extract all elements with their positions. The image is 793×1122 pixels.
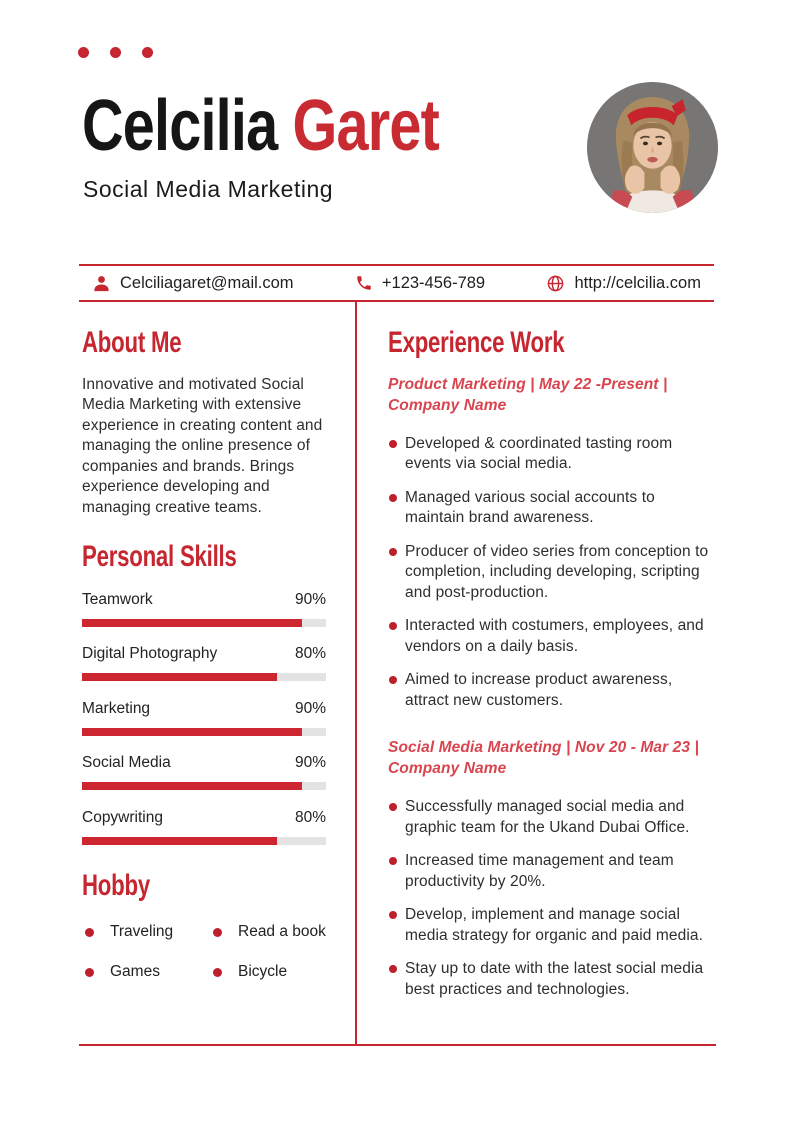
job-title: Social Media Marketing | Nov 20 - Mar 23 | Company Name	[388, 739, 699, 777]
hobby-item	[210, 923, 326, 941]
job-bullet: Aimed to increase product awareness, attract new customers.	[388, 670, 718, 711]
red-dot	[142, 47, 153, 58]
right-column	[388, 326, 718, 1013]
left-column	[82, 326, 326, 981]
bullet-dot-icon	[85, 968, 94, 977]
job-bullet: Stay up to date with the latest social media best practices and technologies.	[388, 959, 718, 1000]
skill-percent: 80%	[294, 808, 326, 826]
red-dot	[78, 47, 89, 58]
job-bullet: Managed various social accounts to maintain brand awareness.	[388, 488, 718, 529]
skills-list	[82, 591, 326, 845]
job-bullet: Interacted with costumers, employees, and vendors on a daily basis.	[388, 616, 718, 657]
skill-bar-fill	[82, 619, 302, 627]
bullet-dot-icon	[213, 928, 222, 937]
hobby-label: Bicycle	[238, 963, 288, 980]
hobby-label: Games	[110, 963, 160, 980]
hobby-list	[82, 923, 326, 981]
skill-bar-fill	[82, 782, 302, 790]
bottom-rule	[79, 1044, 716, 1046]
contact-bar	[79, 264, 714, 302]
skill-percent: 90%	[294, 699, 326, 717]
hobby-item	[82, 963, 210, 981]
job-bullet: Developed & coordinated tasting room events via social media.	[388, 434, 718, 475]
skill-percent: 90%	[294, 754, 326, 771]
hobby-item	[210, 963, 326, 981]
skill-row	[82, 645, 326, 681]
job-bullets	[388, 434, 718, 712]
person-name	[82, 86, 528, 166]
skill-bar-track	[82, 673, 326, 681]
about-heading: About Me	[82, 326, 182, 359]
hobby-label: Traveling	[110, 923, 174, 940]
job-subtitle: Social Media Marketing	[83, 176, 334, 202]
globe-icon	[546, 274, 565, 293]
contact-website	[546, 274, 701, 293]
skill-percent: 80%	[294, 645, 326, 662]
skill-row	[82, 754, 326, 790]
skill-bar-track	[82, 619, 326, 627]
decorative-dots	[78, 47, 153, 58]
jobs-list	[388, 374, 718, 1001]
skill-row	[82, 700, 326, 736]
hobby-item	[82, 923, 210, 941]
hobby-label: Read a book	[238, 923, 326, 940]
contact-email-value: Celciliagaret@mail.com	[120, 273, 294, 292]
skill-bar-fill	[82, 837, 277, 845]
job-bullet: Increased time management and team productivity by 20%.	[388, 851, 718, 892]
red-dot	[110, 47, 121, 58]
contact-email	[92, 274, 294, 293]
skills-heading: Personal Skills	[82, 540, 237, 573]
skill-bar-fill	[82, 673, 277, 681]
first-name: Celcilia	[82, 86, 293, 166]
column-divider	[355, 302, 357, 1044]
skill-label: Marketing	[82, 699, 151, 717]
job-bullets	[388, 797, 718, 1000]
experience-heading: Experience Work	[388, 326, 565, 359]
skill-label: Social Media	[82, 754, 171, 771]
skill-percent: 90%	[294, 590, 326, 608]
skill-bar-fill	[82, 728, 302, 736]
job-bullet: Develop, implement and manage social media strategy for organic and paid media.	[388, 905, 718, 946]
avatar-illustration	[587, 82, 718, 213]
hobby-heading: Hobby	[82, 868, 150, 902]
bullet-dot-icon	[213, 968, 222, 977]
skill-bar-track	[82, 837, 326, 845]
phone-icon	[355, 274, 373, 292]
skill-label: Teamwork	[82, 590, 153, 608]
skill-row	[82, 591, 326, 627]
contact-website-value: http://celcilia.com	[574, 273, 701, 292]
person-icon	[92, 274, 111, 293]
contact-phone	[355, 274, 485, 293]
skill-label: Copywriting	[82, 808, 163, 826]
skill-bar-track	[82, 728, 326, 736]
job-bullet: Producer of video series from conception to completion, including developing, scripting and post-production.	[388, 542, 718, 604]
last-name: Garet	[292, 86, 439, 166]
job-title: Product Marketing | May 22 -Present | Company Name	[388, 375, 668, 414]
profile-photo	[587, 82, 718, 213]
skill-label: Digital Photography	[82, 645, 218, 662]
about-text: Innovative and motivated Social Media Marketing with extensive experience in creating content and managing the online presence of companies and brands. Brings experience developing and managing creative teams.	[82, 375, 323, 516]
bullet-dot-icon	[85, 928, 94, 937]
skill-bar-track	[82, 782, 326, 790]
skill-row	[82, 809, 326, 845]
contact-phone-value: +123-456-789	[381, 273, 486, 292]
job-bullet: Successfully managed social media and graphic team for the Ukand Dubai Office.	[388, 797, 718, 838]
